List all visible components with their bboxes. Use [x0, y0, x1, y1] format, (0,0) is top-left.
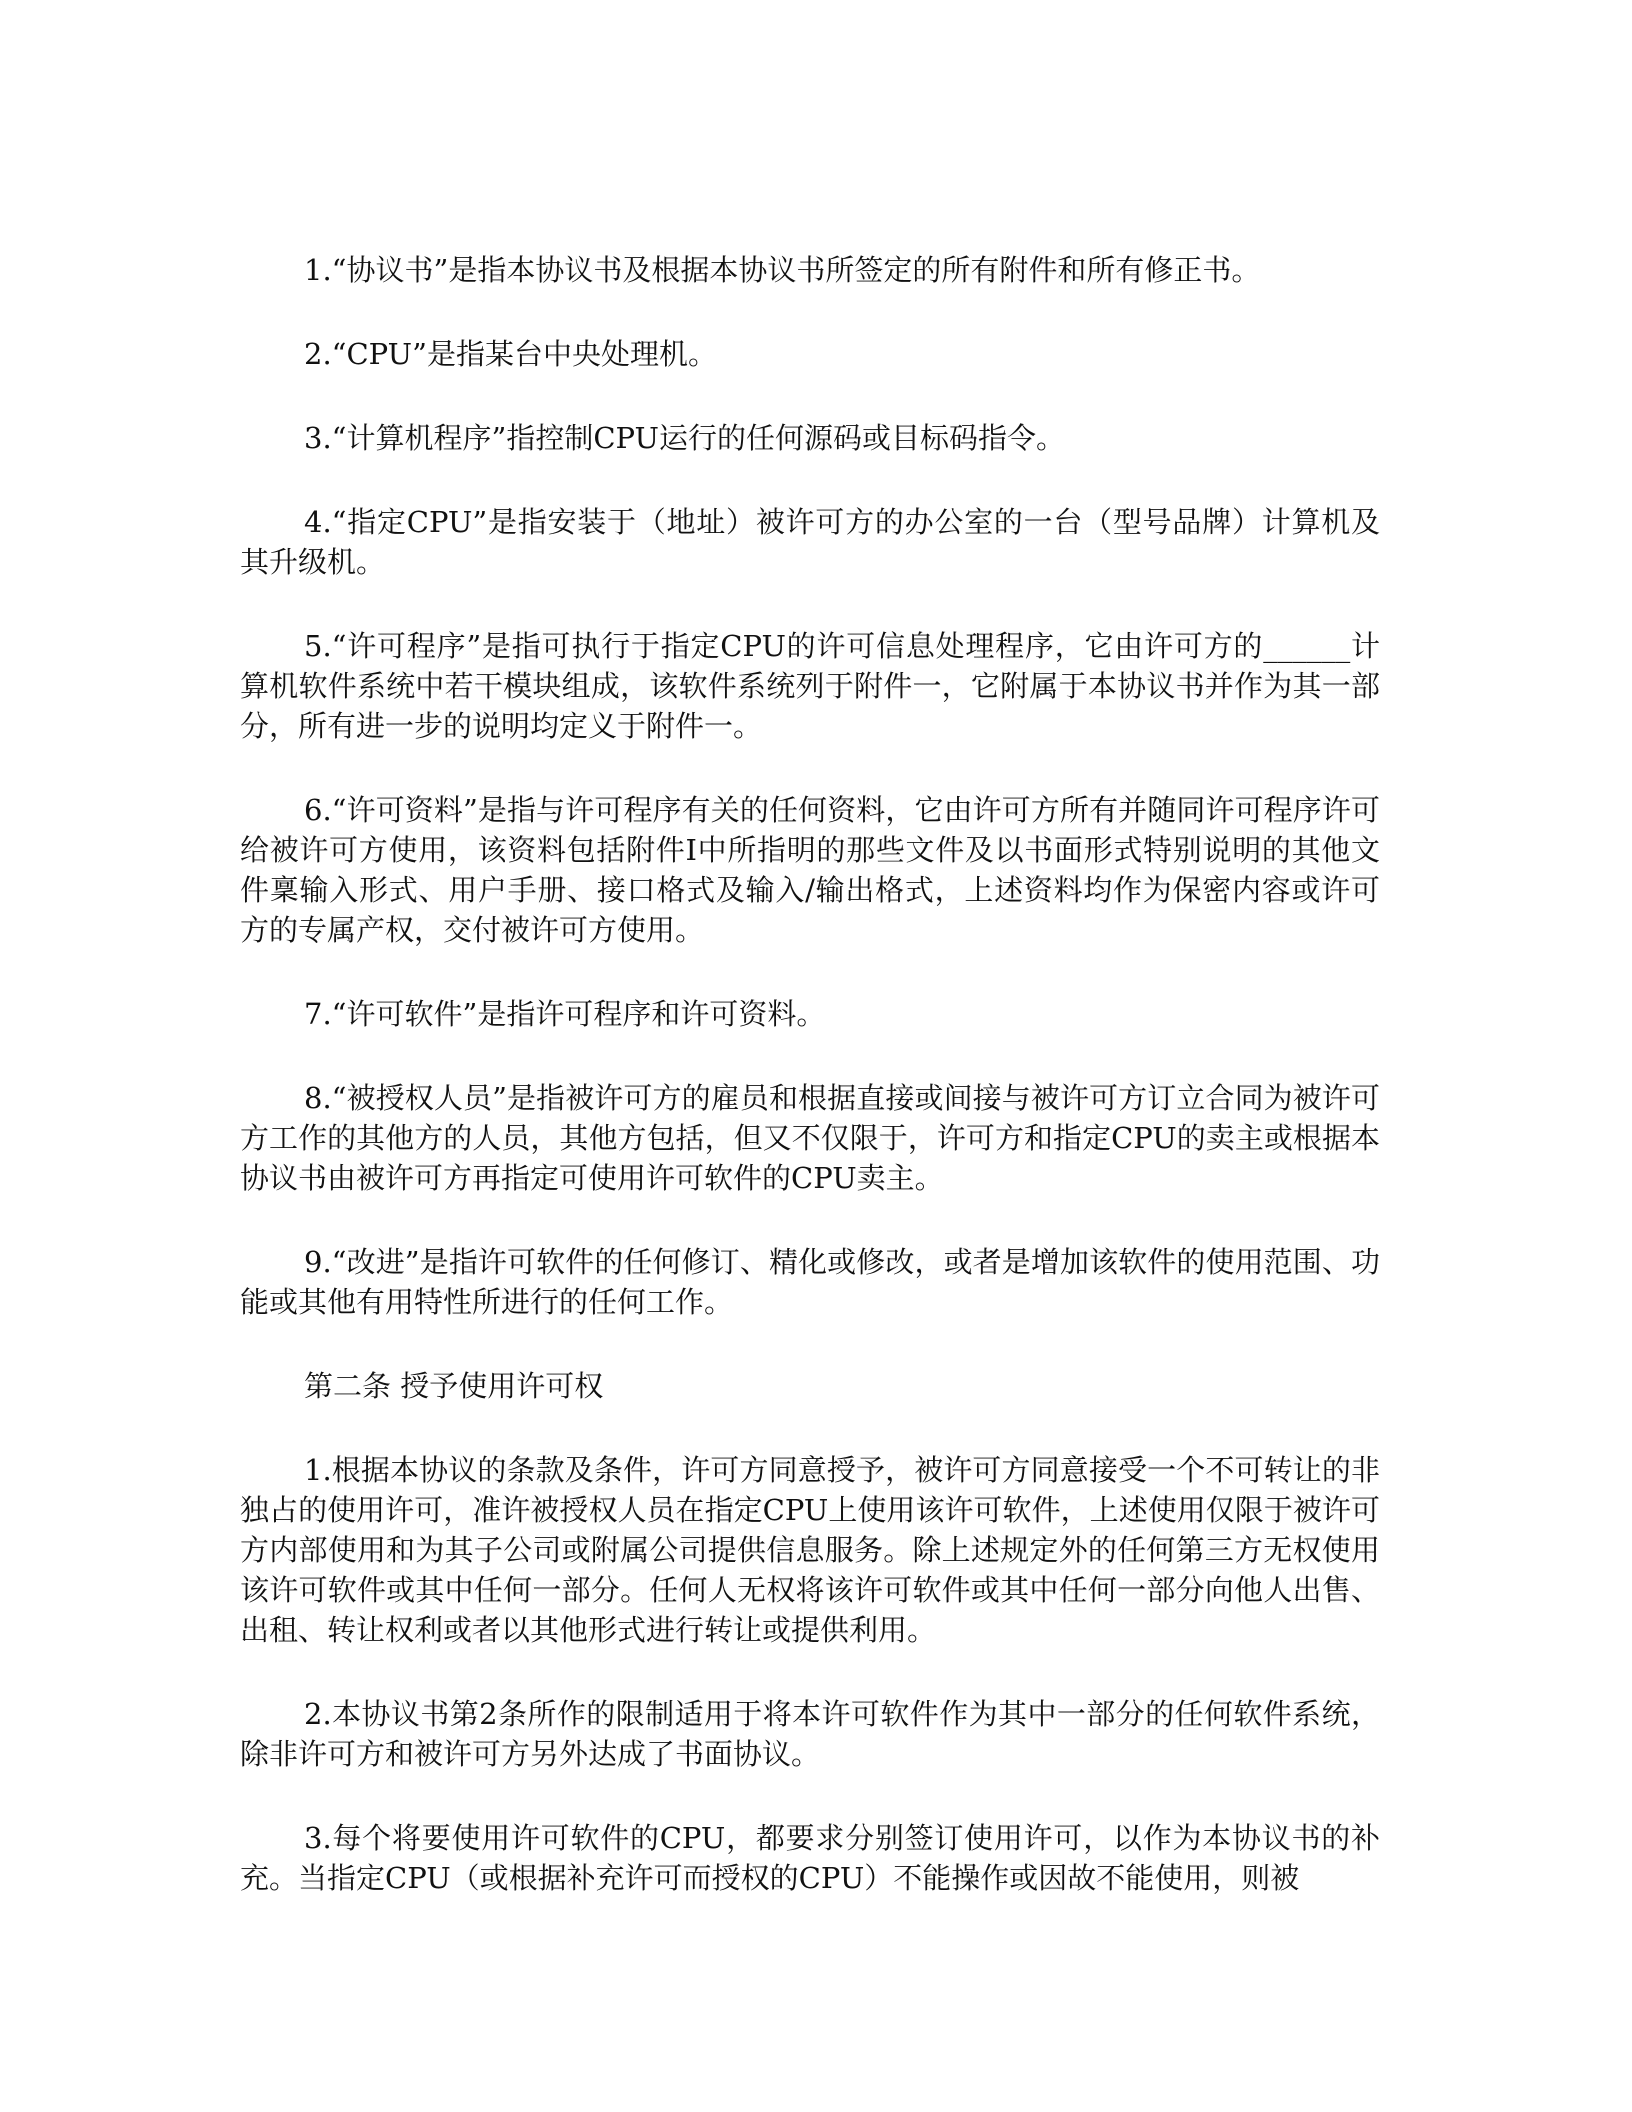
license-paragraph-1: 1.根据本协议的条款及条件，许可方同意授予，被许可方同意接受一个不可转让的非独占的使用许可，准许被授权人员在指定CPU上使用该许可软件，上述使用仅限于被许可方内部使用和为其子公司或附属公司提供信息服务。除上述规定外的任何第三方无权使用该许可软件或其中任何一部分。任何人无权将该许可软件或其中任何一部分向他人出售、出租、转让权利或者以其他形式进行转让或提供利用。 — [240, 1453, 1380, 1647]
definition-paragraph-4: 4.“指定CPU”是指安装于（地址）被许可方的办公室的一台（型号品牌）计算机及其升级机。 — [240, 505, 1380, 579]
section-heading: 第二条 授予使用许可权 — [304, 1369, 604, 1403]
document-page — [240, 250, 1380, 1942]
license-paragraph-2: 2.本协议书第2条所作的限制适用于将本许可软件作为其中一部分的任何软件系统，除非许可方和被许可方另外达成了书面协议。 — [240, 1697, 1380, 1771]
license-paragraph-3: 3.每个将要使用许可软件的CPU，都要求分别签订使用许可，以作为本协议书的补充。当指定CPU（或根据补充许可而授权的CPU）不能操作或因故不能使用，则被 — [240, 1821, 1380, 1895]
definition-paragraph-3: 3.“计算机程序”指控制CPU运行的任何源码或目标码指令。 — [304, 421, 1065, 455]
definition-paragraph-2: 2.“CPU”是指某台中央处理机。 — [304, 337, 717, 371]
definition-paragraph-8: 8.“被授权人员”是指被许可方的雇员和根据直接或间接与被许可方订立合同为被许可方工作的其他方的人员，其他方包括，但又不仅限于，许可方和指定CPU的卖主或根据本协议书由被许可方再指定可使用许可软件的CPU卖主。 — [240, 1081, 1380, 1195]
definition-paragraph-5: 5.“许可程序”是指可执行于指定CPU的许可信息处理程序，它由许可方的______计算机软件系统中若干模块组成，该软件系统列于附件一，它附属于本协议书并作为其一部分，所有进一步的说明均定义于附件一。 — [240, 629, 1380, 743]
definition-paragraph-1: 1.“协议书”是指本协议书及根据本协议书所签定的所有附件和所有修正书。 — [304, 253, 1261, 287]
definition-paragraph-6: 6.“许可资料”是指与许可程序有关的任何资料，它由许可方所有并随同许可程序许可给被许可方使用，该资料包括附件I中所指明的那些文件及以书面形式特别说明的其他文件稟输入形式、用户手册、接口格式及输入/输出格式，上述资料均作为保密内容或许可方的专属产权，交付被许可方使用。 — [240, 793, 1380, 947]
definition-paragraph-9: 9.“改进”是指许可软件的任何修订、精化或修改，或者是增加该软件的使用范围、功能或其他有用特性所进行的任何工作。 — [240, 1245, 1380, 1319]
definition-paragraph-7: 7.“许可软件”是指许可程序和许可资料。 — [304, 997, 826, 1031]
